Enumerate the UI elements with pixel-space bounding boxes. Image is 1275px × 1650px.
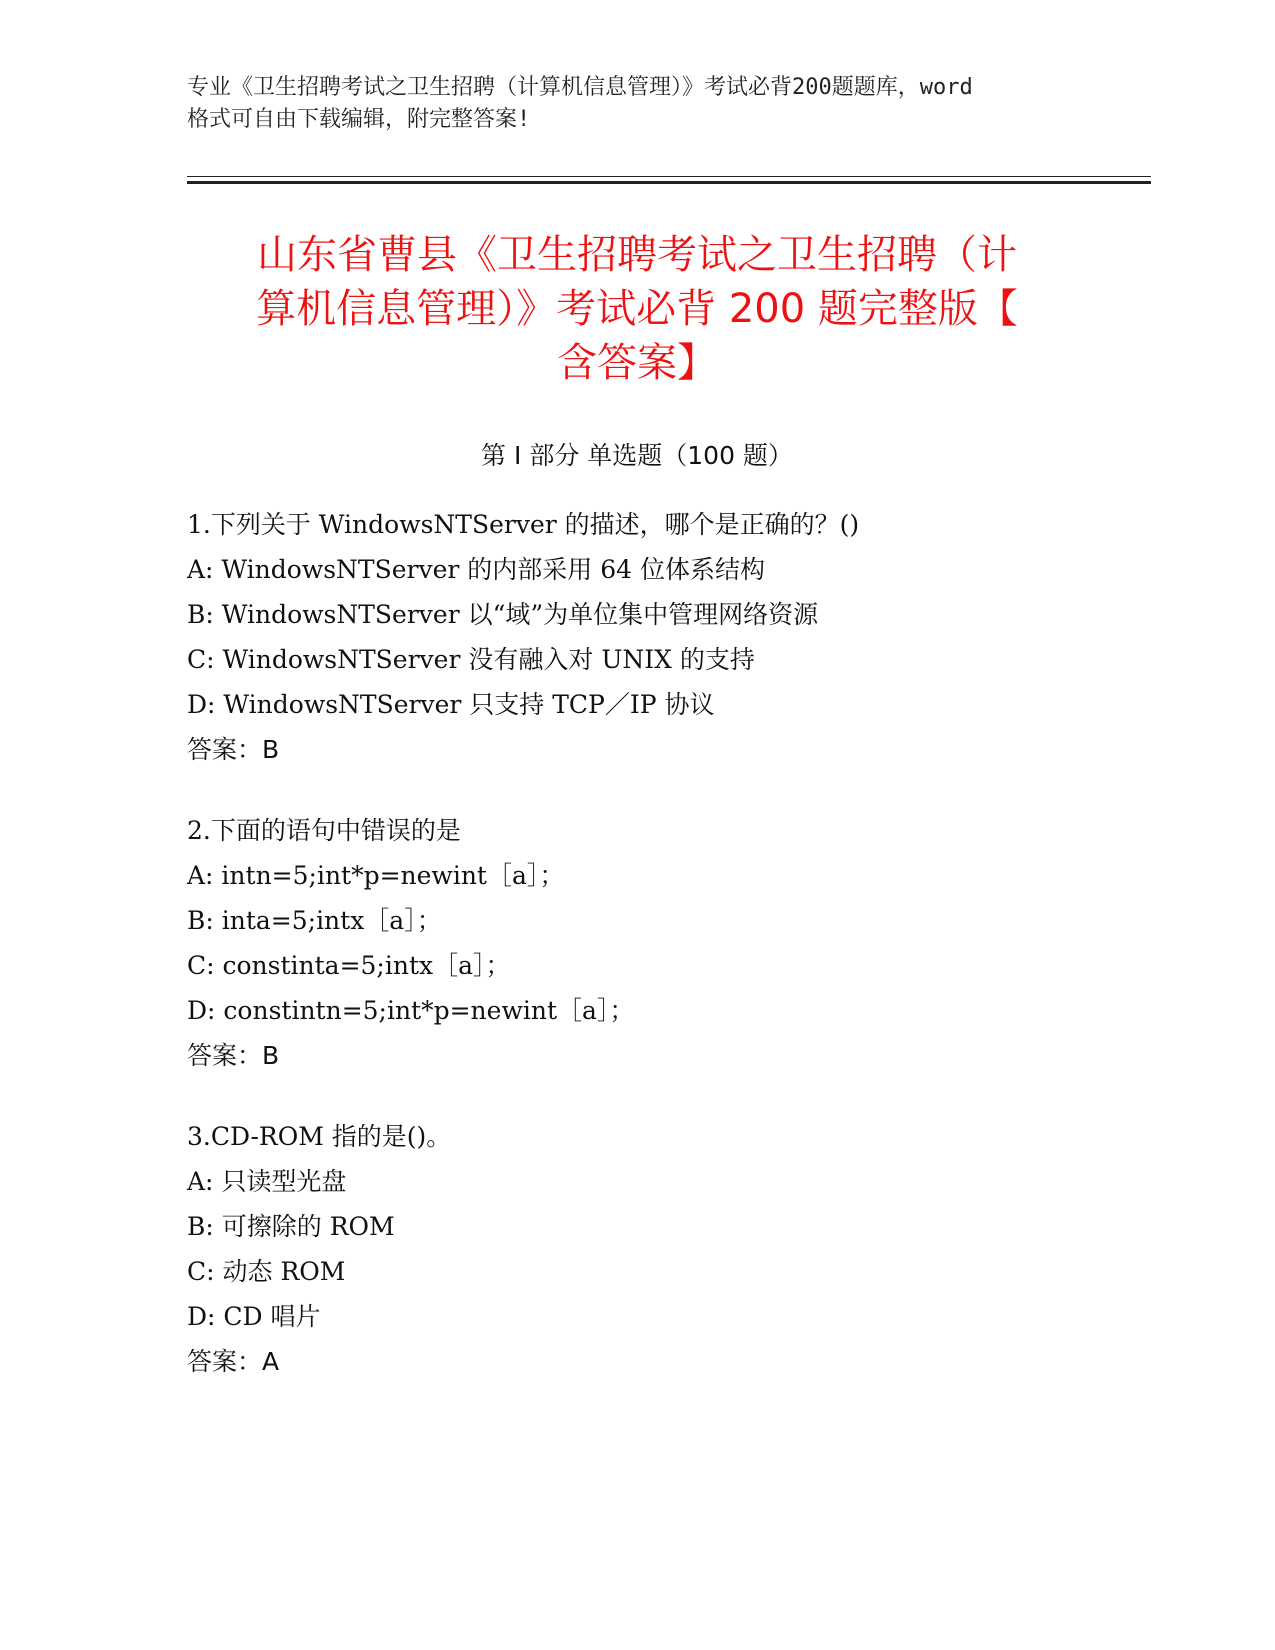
document-title <box>187 228 1087 390</box>
document-title-line-1: 山东省曹县《卫生招聘考试之卫生招聘（计 <box>257 232 1017 278</box>
answer: 答案：B <box>187 1041 280 1070</box>
option-b: B: inta=5;intx［a］； <box>187 906 442 935</box>
option-b: B: WindowsNTServer 以“域”为单位集中管理网络资源 <box>187 600 819 629</box>
question-stem: 1.下列关于 WindowsNTServer 的描述，哪个是正确的？() <box>187 510 860 539</box>
header-divider-thick <box>187 181 1151 184</box>
option-d: D: constintn=5;int*p=newint［a］； <box>187 996 635 1025</box>
option-c: C: constinta=5;intx［a］； <box>187 951 511 980</box>
option-c: C: WindowsNTServer 没有融入对 UNIX 的支持 <box>187 645 755 674</box>
option-b: B: 可擦除的 ROM <box>187 1212 395 1241</box>
document-title-line-2: 算机信息管理）》考试必背 200 题完整版【 <box>256 286 1018 332</box>
option-d: D: CD 唱片 <box>187 1302 321 1331</box>
answer: 答案：A <box>187 1347 280 1376</box>
question-2 <box>187 808 1147 1078</box>
question-stem: 3.CD-ROM 指的是()。 <box>187 1122 452 1151</box>
option-c: C: 动态 ROM <box>187 1257 346 1286</box>
header-divider-thin <box>187 176 1151 177</box>
section-heading: 第 I 部分 单选题（100 题） <box>481 441 793 470</box>
option-d: D: WindowsNTServer 只支持 TCP／IP 协议 <box>187 690 715 719</box>
answer: 答案：B <box>187 735 280 764</box>
question-1 <box>187 502 1147 772</box>
option-a: A: 只读型光盘 <box>187 1167 347 1196</box>
header-note <box>187 72 1087 136</box>
option-a: A: WindowsNTServer 的内部采用 64 位体系结构 <box>187 555 766 584</box>
header-note-line-2: 格式可自由下载编辑，附完整答案! <box>187 107 531 132</box>
document-title-line-3: 含答案】 <box>557 340 717 386</box>
question-3 <box>187 1114 1147 1384</box>
option-a: A: intn=5;int*p=newint［a］； <box>187 861 565 890</box>
question-stem: 2.下面的语句中错误的是 <box>187 816 461 845</box>
header-note-line-1: 专业《卫生招聘考试之卫生招聘（计算机信息管理）》考试必背200题题库，word <box>187 75 973 100</box>
